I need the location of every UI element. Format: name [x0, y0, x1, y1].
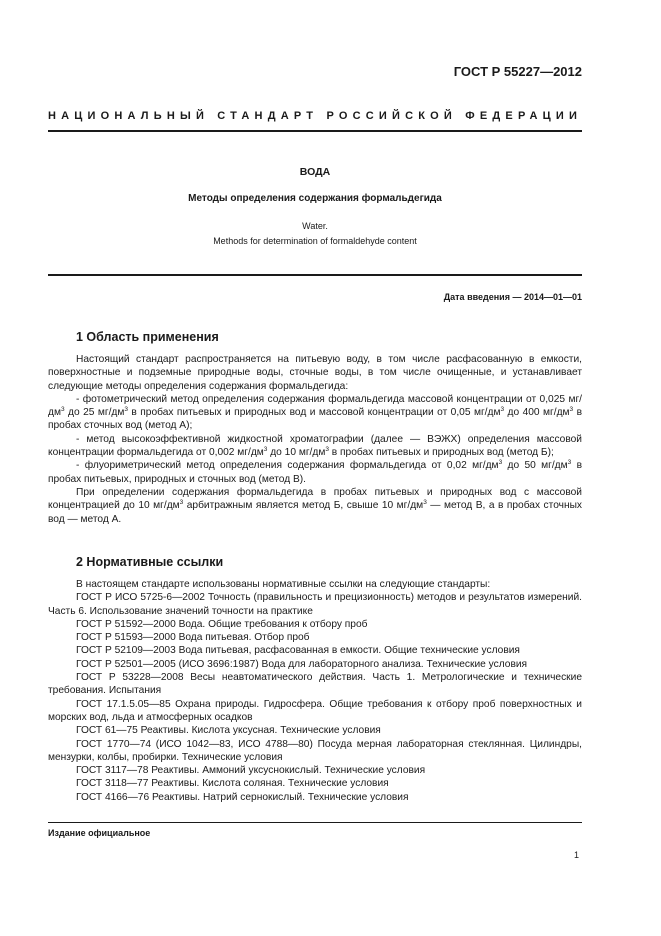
- method-b-paragraph: - метод высокоэффективной жидкостной хроматографии (далее — ВЭЖХ) определения массовой концентрации формальдегида от 0,002 $мг/дм^3$ до 10 $мг/дм^3$ в пробах питьевых и природных вод (метод Б);: [48, 433, 582, 459]
- reference-item: ГОСТ 17.1.5.05—85 Охрана природы. Гидросфера. Общие требования к отбору проб поверхностных и морских вод, льда и атмосферных осадков: [48, 698, 582, 723]
- section-2-body: [48, 578, 582, 804]
- gost-code: ГОСТ Р 55227—2012: [453, 64, 582, 79]
- section-2-heading: 2 Нормативные ссылки: [76, 555, 224, 569]
- references-intro: В настоящем стандарте использованы нормативные ссылки на следующие стандарты:: [76, 579, 491, 590]
- reference-item: ГОСТ Р 52109—2003 Вода питьевая, расфасованная в емкости. Общие технические условия: [76, 645, 520, 657]
- header-divider: [48, 130, 582, 132]
- national-standard-title: НАЦИОНАЛЬНЫЙ СТАНДАРТ РОССИЙСКОЙ ФЕДЕРАЦИИ: [48, 110, 583, 122]
- reference-item: ГОСТ 3117—78 Реактивы. Аммоний уксуснокислый. Технические условия: [76, 765, 426, 777]
- footer-divider: [48, 822, 582, 823]
- reference-item: ГОСТ Р 51593—2000 Вода питьевая. Отбор проб: [76, 632, 310, 644]
- title-divider: [48, 274, 582, 276]
- method-c-paragraph: - флуориметрический метод определения содержания формальдегида от 0,02 $мг/дм^3$ до 50 $мг/дм^3$ в пробах питьевых, природных и сточных вод (метод В).: [48, 459, 582, 485]
- arbitration-paragraph: При определении содержания формальдегида в пробах питьевых и природных вод с массовой концентрацией до 10 $мг/дм^3$ арбитражным является метод Б, свыше 10 $мг/дм^3$ — метод В, а в пробах сточных вод — метод А.: [48, 486, 582, 525]
- document-subtitle: Методы определения содержания формальдегида: [188, 193, 442, 204]
- section-1-heading: 1 Область применения: [76, 330, 219, 344]
- reference-item: ГОСТ Р 52501—2005 (ИСО 3696:1987) Вода для лабораторного анализа. Технические условия: [76, 658, 528, 670]
- method-a-paragraph: - фотометрический метод определения содержания формальдегида массовой концентрации от 0,025 $мг/дм^3$ до 25 $мг/дм^3$ в пробах питьевых и природных вод и массовой концентрации от 0,05 $мг/дм^3$ до 400 $мг/дм^3$ в пробах сточных вод (метод А);: [48, 393, 582, 432]
- reference-item: ГОСТ Р 53228—2008 Весы неавтоматического действия. Часть 1. Метрологические и технические требования. Испытания: [48, 672, 582, 697]
- reference-item: ГОСТ 61—75 Реактивы. Кислота уксусная. Технические условия: [76, 725, 381, 737]
- reference-item: ГОСТ 4166—76 Реактивы. Натрий сернокислый. Технические условия: [76, 791, 409, 803]
- reference-item: ГОСТ 3118—77 Реактивы. Кислота соляная. Технические условия: [76, 778, 389, 790]
- english-title-line2: Methods for determination of formaldehyde content: [213, 236, 417, 246]
- english-title: [48, 219, 582, 249]
- introduction-date: Дата введения — 2014—01—01: [443, 292, 582, 302]
- reference-item: ГОСТ Р 51592—2000 Вода. Общие требования к отбору проб: [76, 618, 368, 630]
- page-number: 1: [573, 850, 579, 860]
- scope-paragraph: Настоящий стандарт распространяется на питьевую воду, в том числе расфасованную в емкости, поверхностные и подземные природные воды, сточные воды, в том числе очищенные, и устанавливает следующие методы определения содержания формальдегида:: [48, 354, 582, 392]
- reference-item: ГОСТ 1770—74 (ИСО 1042—83, ИСО 4788—80) Посуда мерная лабораторная стеклянная. Цилиндры, мензурки, колбы, пробирки. Технические условия: [48, 738, 582, 763]
- edition-label: Издание официальное: [48, 828, 151, 838]
- english-title-line1: Water.: [302, 221, 328, 231]
- document-title: ВОДА: [299, 166, 331, 178]
- reference-item: ГОСТ Р ИСО 5725-6—2002 Точность (правильность и прецизионность) методов и результатов измерений. Часть 6. Использование значений точности на практике: [48, 592, 582, 617]
- section-1-body: [48, 353, 582, 526]
